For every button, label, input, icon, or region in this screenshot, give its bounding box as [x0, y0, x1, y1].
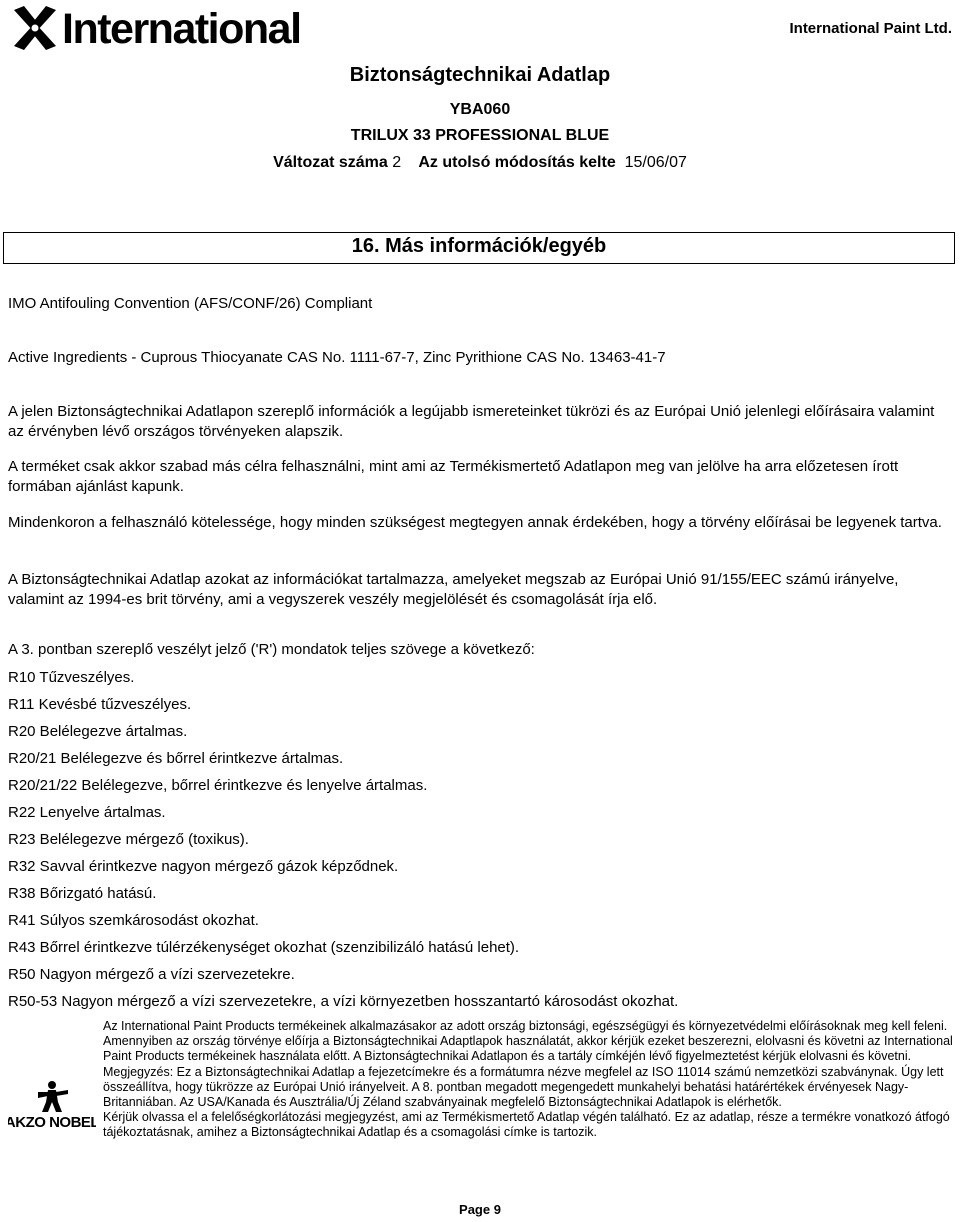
- page-number: Page 9: [459, 1202, 501, 1217]
- akzo-nobel-wordmark: AKZO NOBEL: [8, 1114, 96, 1130]
- section-title: 16. Más információk/egyéb: [351, 235, 607, 257]
- paragraph-active-ingredients: Active Ingredients - Cuprous Thiocyanate CAS No. 1111-67-7, Zinc Pyrithione CAS No. 13463-41-7: [8, 349, 666, 366]
- r-phrase: R11 Kevésbé tűzveszélyes.: [8, 696, 192, 713]
- r-phrase: R23 Belélegezve mérgező (toxikus).: [8, 831, 249, 848]
- r-phrase: R50-53 Nagyon mérgező a vízi szervezetekre, a vízi környezetben hosszantartó károsodást okozhat.: [8, 993, 679, 1010]
- company-name: International Paint Ltd.: [789, 20, 952, 37]
- document-title: Biztonságtechnikai Adatlap: [349, 64, 611, 86]
- version-line: [0, 154, 960, 172]
- r-phrase: R38 Bőrizgató hatású.: [8, 885, 157, 902]
- footer-note: Az International Paint Products termékeinek alkalmazásakor az adott ország biztonsági, egészségügyi és környezetvédelmi előírásoknak meg kell feleni.: [103, 1019, 948, 1033]
- footer-note: Amennyiben az ország törvénye előírja a Biztonságtechnikai Adaptlapok használatát, akkor kérjük ezeket beszerezni, elolvasni és követni az International Paint Products termékeinek használata előtt. A Biztonságtechnikai Adatlapon és a tartály címkéjén lévő figyelmeztetést kérjük elolvasni és követni.: [103, 1034, 953, 1064]
- footer-note: Kérjük olvassa el a felelőségkorlátozási megjegyzést, ami az Termékismertető Adatlap végén található. Ez az adatlap, része a termékre vonatkozó átfogó tájékoztatásnak, amihez a Biztonságtechnikai Adatlap és a csomagolási címke is tartozik.: [103, 1110, 950, 1140]
- r-phrase: R43 Bőrrel érintkezve túlérzékenységet okozhat (szenzibilizáló hatású lehet).: [8, 939, 520, 956]
- r-phrase: R50 Nagyon mérgező a vízi szervezetekre.: [8, 966, 295, 983]
- paragraph-usage: A terméket csak akkor szabad más célra felhasználni, mint ami az Termékismertető Adatlapon meg van jelölve ha arra előzetesen írott formában ajánlást kapunk.: [8, 458, 899, 495]
- paragraph-directive: A Biztonságtechnikai Adatlap azokat az információkat tartalmazza, amelyeket megszab az Európai Unió 91/155/EEC számú irányelve, valamint az 1994-es brit törvény, ami a vegyszerek veszély megjelölését és csomagolását írja elő.: [8, 571, 899, 608]
- product-name: TRILUX 33 PROFESSIONAL BLUE: [350, 127, 610, 144]
- akzo-nobel-logo: [8, 1080, 96, 1135]
- r-phrase: R10 Tűzveszélyes.: [8, 669, 135, 686]
- r-phrase: R41 Súlyos szemkárosodást okozhat.: [8, 912, 259, 929]
- revision-label: Az utolsó módosítás kelte: [418, 154, 616, 171]
- r-phrase: R22 Lenyelve ártalmas.: [8, 804, 166, 821]
- revision-value: 15/06/07: [624, 154, 687, 171]
- paragraph-imo: IMO Antifouling Convention (AFS/CONF/26) Compliant: [8, 295, 373, 312]
- version-label: Változat száma: [273, 154, 388, 171]
- version-value: 2: [392, 154, 402, 171]
- section-header-box: [3, 232, 955, 264]
- r-phrase: R20/21 Belélegezve és bőrrel érintkezve ártalmas.: [8, 750, 344, 767]
- akzo-nobel-figure-icon: [38, 1081, 68, 1112]
- logo-wordmark: International: [62, 5, 301, 52]
- paragraph-user-duty: Mindenkoron a felhasználó kötelessége, hogy minden szükségest megtegyen annak érdekében, hogy a törvény előírásai be legyenek tartva.: [8, 514, 942, 531]
- paragraph-info-basis: A jelen Biztonságtechnikai Adatlapon szereplő információk a legújabb ismereteinket tükrözi és az Európai Unió jelenlegi előírásaira valamint az érvényben lévő országos törvényeken alapszik.: [8, 403, 935, 440]
- international-logo: [12, 4, 342, 57]
- footer-notes: [103, 1019, 953, 1141]
- paragraph-r-phrases-intro: A 3. pontban szereplő veszélyt jelző ('R') mondatok teljes szövege a következő:: [8, 641, 535, 658]
- international-emblem-icon: [14, 6, 56, 50]
- r-phrase: R20/21/22 Belélegezve, bőrrel érintkezve és lenyelve ártalmas.: [8, 777, 428, 794]
- product-code: YBA060: [449, 101, 511, 118]
- footer-note: Megjegyzés: Ez a Biztonságtechnikai Adatlap a fejezetcímekre és a formátumra nézve megfelel az ISO 11014 számú nemzetközi szabványnak. Úgy lett összeállítva, hogy tükrözze az Európai Unió irányelveit. A 8. pontban megadott megengedett munkahelyi behatási határértékek érvényesek Nagy-Britanniában. Az USA/Kanada és Ausztrália/Új Zéland szabványainak megfelelő Biztonságtechnikai Adatlapok is elérhetők.: [103, 1064, 944, 1110]
- r-phrase: R32 Savval érintkezve nagyon mérgező gázok képződnek.: [8, 858, 399, 875]
- r-phrase: R20 Belélegezve ártalmas.: [8, 723, 188, 740]
